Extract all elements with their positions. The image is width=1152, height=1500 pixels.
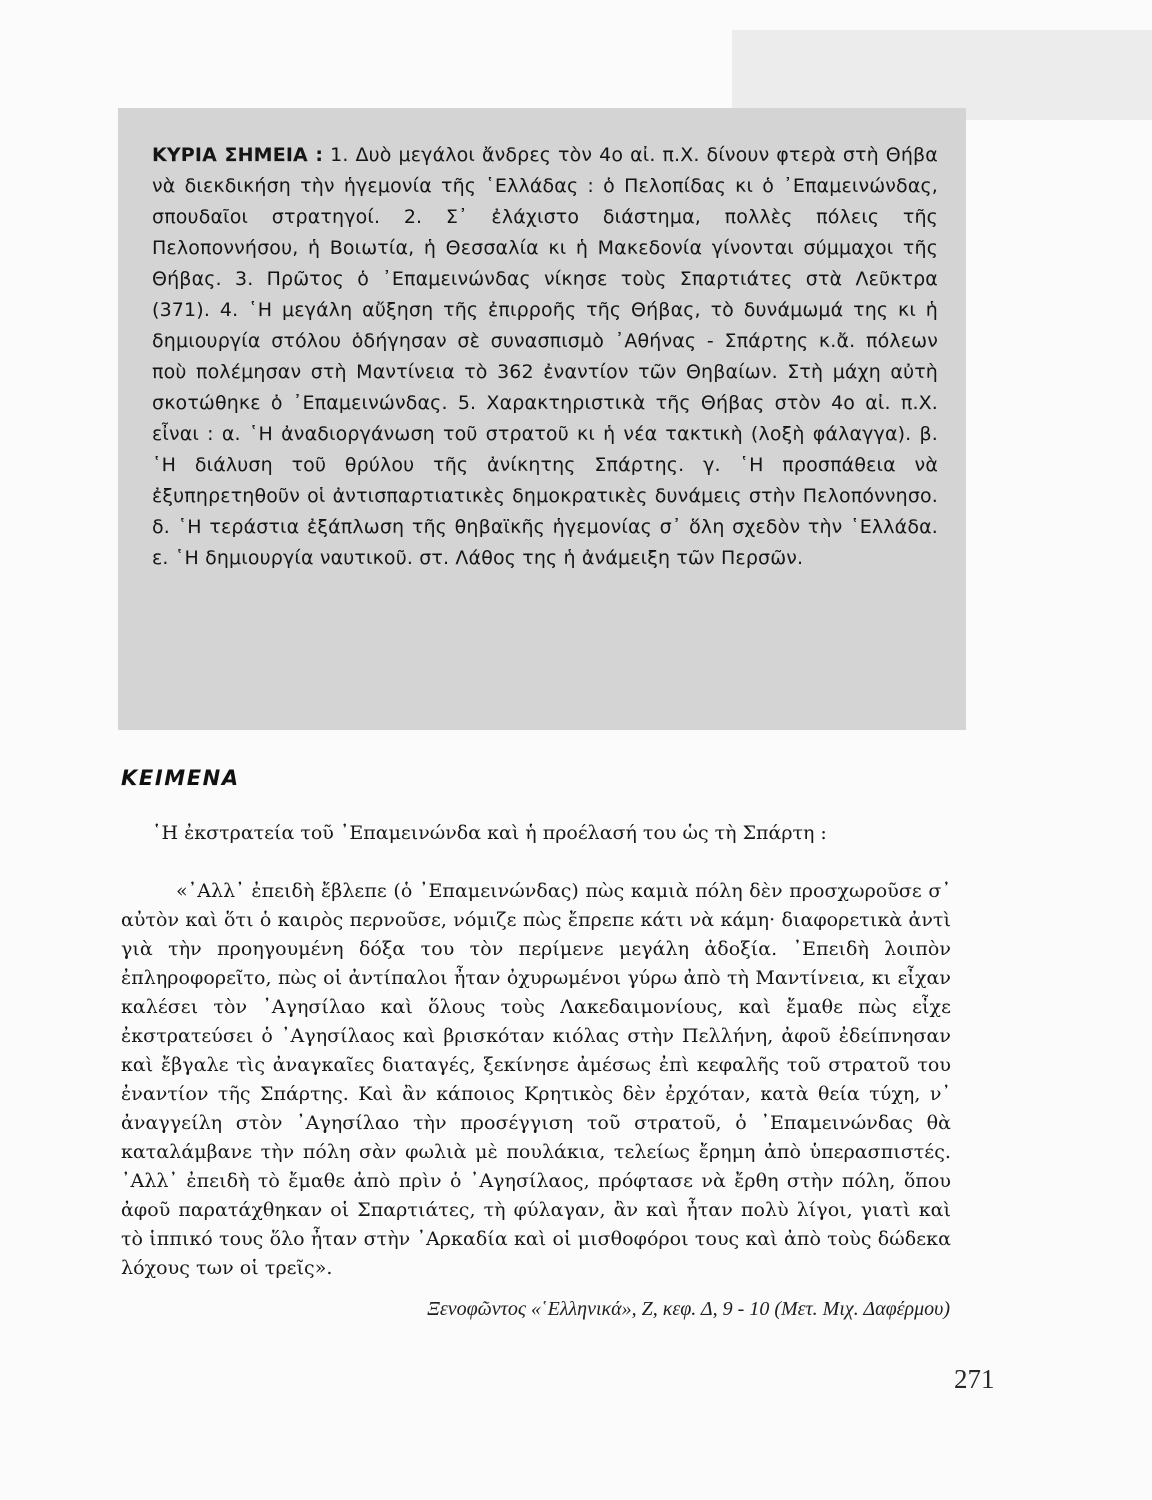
excerpt-quote: «᾿Αλλ᾿ ἐπειδὴ ἔβλεπε (ὁ ᾿Επαμεινώνδας) πὼς καμιὰ πόλη δὲν προσχωροῦσε σ᾿ αὐτὸν καὶ ὅτι ὁ καιρὸς περνοῦσε, νόμιζε πὼς ἔπρεπε κάτι νὰ κάμη· διαφορετικὰ ἀντὶ γιὰ τὴν προηγουμένη δόξα του τὸν περίμενε μεγάλη ἀδοξία. ᾿Επειδὴ λοιπὸν ἐπληροφορεῖτο, πὼς οἱ ἀντίπαλοι ἦταν ὀχυρωμένοι γύρω ἀπὸ τὴ Μαντίνεια, κι εἶχαν καλέσει τὸν ᾿Αγησίλαο καὶ ὅλους τοὺς Λακεδαιμονίους, καὶ ἔμαθε πὼς εἶχε ἐκστρατεύσει ὁ ᾿Αγησίλαος καὶ βρισκόταν κιόλας στὴν Πελλήνη, ἀφοῦ ἐδείπνησαν καὶ ἔβγαλε τὶς ἀναγκαῖες διαταγές, ξεκίνησε ἀμέσως ἐπὶ κεφαλῆς τοῦ στρατοῦ του ἐναντίον τῆς Σπάρτης. Καὶ ἂν κάποιος Κρητικὸς δὲν ἐρχόταν, κατὰ θεία τύχη, ν᾿ ἀναγγείλη στὸν ᾿Αγησίλαο τὴν προσέγγιση τοῦ στρατοῦ, ὁ ᾿Επαμεινώνδας θὰ καταλάμβανε τὴν πόλη σὰν φωλιὰ μὲ πουλάκια, τελείως ἔρημη ἀπὸ ὑπερασπιστές. ᾿Αλλ᾿ ἐπειδὴ τὸ ἔμαθε ἀπὸ πρὶν ὁ ᾿Αγησίλαος, πρόφτασε νὰ ἔρθη στὴν πόλη, ὅπου ἀφοῦ παρατάχθηκαν οἱ Σπαρτιάτες, τὴ φύλαγαν, ἂν καὶ ἦταν πολὺ λίγοι, γιατὶ καὶ τὸ ἱππικό τους ὅλο ἦταν στὴν ᾿Αρκαδία καὶ οἱ μισθοφόροι τους καὶ ἀπὸ τοὺς δώδεκα λόχους των οἱ τρεῖς».	[121, 880, 951, 1279]
page-number: 271	[954, 1364, 995, 1394]
scan-shadow	[732, 30, 1152, 120]
section-heading: ΚΕΙΜΕΝΑ	[121, 766, 240, 790]
excerpt-source: Ξενοφῶντος «῾Ελληνικά», Ζ, κεφ. Δ, 9 - 10 (Μετ. Μιχ. Δαφέρμου)	[427, 1298, 950, 1320]
key-points-label: ΚΥΡΙΑ ΣΗΜΕΙΑ :	[152, 144, 324, 166]
key-points-body: 1. Δυὸ μεγάλοι ἄνδρες τὸν 4ο αἰ. π.Χ. δίνουν φτερὰ στὴ Θήβα νὰ διεκδικήση τὴν ἡγεμονία τῆς ῾Ελλάδας : ὁ Πελοπίδας κι ὁ ᾿Επαμεινώνδας, σπουδαῖοι στρατηγοί. 2. Σ᾿ ἐλάχιστο διάστημα, πολλὲς πόλεις τῆς Πελοποννήσου, ἡ Βοιωτία, ἡ Θεσσαλία κι ἡ Μακεδονία γίνονται σύμμαχοι τῆς Θήβας. 3. Πρῶτος ὁ ᾿Επαμεινώνδας νίκησε τοὺς Σπαρτιάτες στὰ Λεῦκτρα (371). 4. ῾Η μεγάλη αὔξηση τῆς ἐπιρροῆς τῆς Θήβας, τὸ δυνάμωμά της κι ἡ δημιουργία στόλου ὁδήγησαν σὲ συνασπισμὸ ᾿Αθήνας - Σπάρτης κ.ἄ. πόλεων ποὺ πολέμησαν στὴ Μαντίνεια τὸ 362 ἐναντίον τῶν Θηβαίων. Στὴ μάχη αὐτὴ σκοτώθηκε ὁ ᾿Επαμεινώνδας. 5. Χαρακτηριστικὰ τῆς Θήβας στὸν 4ο αἰ. π.Χ. εἶναι : α. ῾Η ἀναδιοργάνωση τοῦ στρατοῦ κι ἡ νέα τακτικὴ (λοξὴ φάλαγγα). β. ῾Η διάλυση τοῦ θρύλου τῆς ἀνίκητης Σπάρτης. γ. ῾Η προσπάθεια νὰ ἐξυπηρετηθοῦν οἱ ἀντισπαρτιατικὲς δημοκρατικὲς δυνάμεις στὴν Πελοπόννησο. δ. ῾Η τεράστια ἐξάπλωση τῆς θηβαϊκῆς ἡγεμονίας σ᾿ ὅλη σχεδὸν τὴν ῾Ελλάδα. ε. ῾Η δημιουργία ναυτικοῦ. στ. Λάθος της ἡ ἀνάμειξη τῶν Περσῶν.	[152, 144, 938, 569]
excerpt-subtitle: ῾Η ἐκστρατεία τοῦ ᾿Επαμεινώνδα καὶ ἡ προέλασή του ὡς τὴ Σπάρτη :	[152, 822, 827, 844]
key-points-text	[152, 140, 938, 574]
